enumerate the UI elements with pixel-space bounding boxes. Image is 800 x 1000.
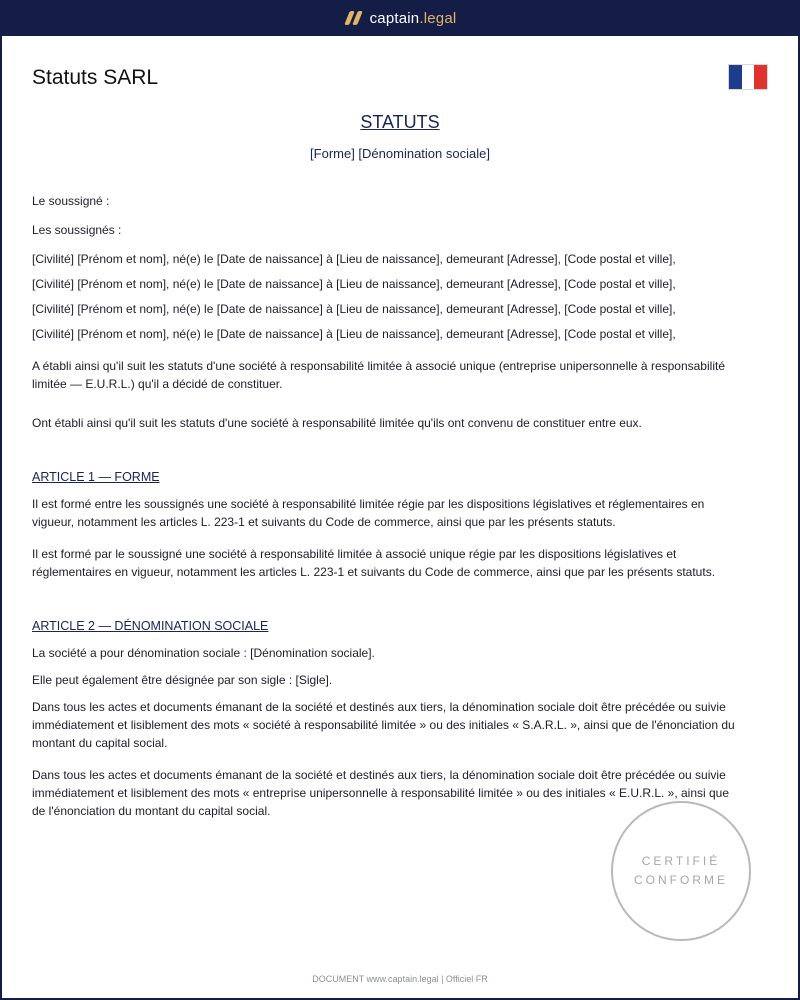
certified-stamp bbox=[611, 801, 751, 941]
brand-name-main: captain bbox=[369, 9, 420, 27]
party-entry: [Civilité] [Prénom et nom], né(e) le [Date de naissance] à [Lieu de naissance], demeurant [Adresse], [Code postal et ville], bbox=[32, 302, 676, 316]
statuts-heading: STATUTS bbox=[360, 112, 440, 132]
article-1-title: ARTICLE 1 — FORME bbox=[32, 470, 160, 484]
brand-name-suffix: .legal bbox=[419, 9, 457, 27]
signatory-single-label: Le soussigné : bbox=[32, 194, 110, 208]
signatories-plural-label: Les soussignés : bbox=[32, 223, 122, 237]
statuts-subheading: [Forme] [Dénomination sociale] bbox=[310, 146, 490, 161]
article-1-paragraph: Il est formé par le soussigné une société à responsabilité limitée à associé unique régie par les dispositions législatives et réglementaires en vigueur, notamment les articles L. 223-1 et suivants du Code de commerce, ainsi que par les présents statuts. bbox=[32, 547, 716, 579]
brand-logo[interactable] bbox=[344, 10, 457, 27]
article-2-paragraph: Dans tous les actes et documents émanant de la société et destinés aux tiers, la dénomination sociale doit être précédée ou suivie immédiatement et lisiblement des mots « entreprise unipersonnelle à responsabilité limitée » ou des initiales « E.U.R.L. », ainsi que de l'énonciation du montant du capital social. bbox=[32, 768, 730, 818]
france-flag-icon bbox=[729, 65, 767, 89]
article-2-title: ARTICLE 2 — DÉNOMINATION SOCIALE bbox=[32, 619, 269, 633]
stamp-line-1: CERTIFIÉ bbox=[641, 854, 721, 868]
article-2-line: La société a pour dénomination sociale : [Dénomination sociale]. bbox=[32, 646, 375, 660]
top-bar bbox=[0, 0, 800, 36]
document-body bbox=[32, 192, 742, 834]
page-footer: DOCUMENT www.captain.legal | Officiel FR bbox=[312, 974, 488, 984]
brand-name bbox=[370, 10, 457, 27]
intro-plural-paragraph: Ont établi ainsi qu'il suit les statuts d'une société à responsabilité limitée qu'ils ont convenu de constituer entre eux. bbox=[32, 416, 642, 430]
article-2-paragraph: Dans tous les actes et documents émanant de la société et destinés aux tiers, la dénomination sociale doit être précédée ou suivie immédiatement et lisiblement des mots « société à responsabilité limitée » ou des initiales « S.A.R.L. », ainsi que de l'énonciation du montant du capital social. bbox=[32, 700, 735, 750]
intro-single-paragraph: A établi ainsi qu'il suit les statuts d'une société à responsabilité limitée à associé unique (entreprise unipersonnelle à responsabilité limitée — E.U.R.L.) qu'il a décidé de constituer. bbox=[32, 359, 725, 391]
party-entry: [Civilité] [Prénom et nom], né(e) le [Date de naissance] à [Lieu de naissance], demeurant [Adresse], [Code postal et ville], bbox=[32, 327, 676, 341]
document-title: Statuts SARL bbox=[32, 66, 159, 89]
party-entry: [Civilité] [Prénom et nom], né(e) le [Date de naissance] à [Lieu de naissance], demeurant [Adresse], [Code postal et ville], bbox=[32, 277, 676, 291]
party-entry: [Civilité] [Prénom et nom], né(e) le [Date de naissance] à [Lieu de naissance], demeurant [Adresse], [Code postal et ville], bbox=[32, 252, 676, 266]
article-2-line: Elle peut également être désignée par son sigle : [Sigle]. bbox=[32, 673, 333, 687]
stamp-line-2: CONFORME bbox=[634, 873, 728, 887]
captain-logo-icon bbox=[344, 10, 362, 26]
article-1-paragraph: Il est formé entre les soussignés une société à responsabilité limitée régie par les dispositions législatives et réglementaires en vigueur, notamment les articles L. 223-1 et suivants du Code de commerce, ainsi que par les présents statuts. bbox=[32, 497, 705, 529]
